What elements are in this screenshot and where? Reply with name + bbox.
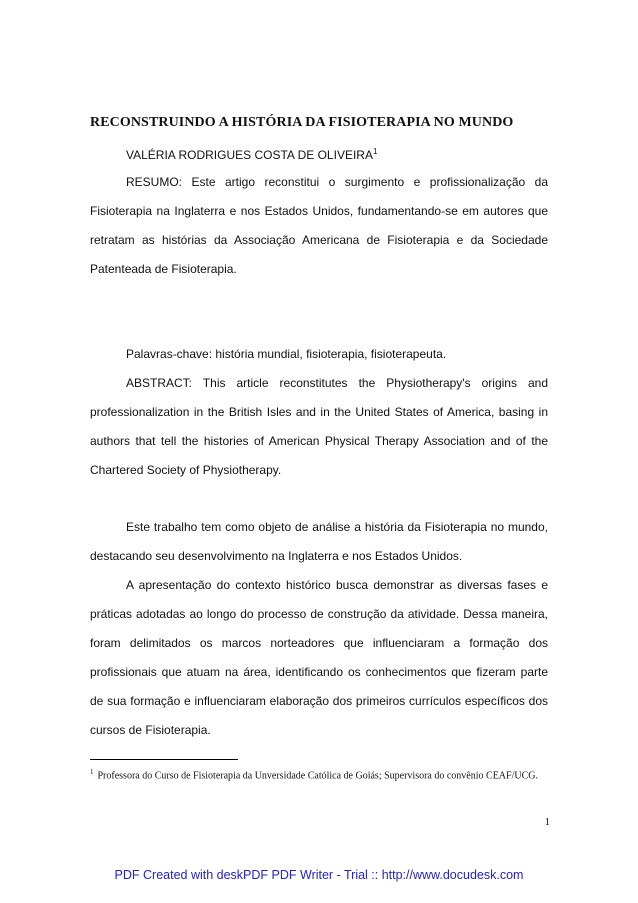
abstract-paragraph: ABSTRACT: This article reconstitutes the Physiotherapy's origins and professionalization in the British Isles and in the United States of America, basing in authors that tell the histories of American Physical Therapy Association and of the Chartered Society of Physiotherapy.: [90, 376, 548, 477]
context-paragraph: A apresentação do contexto histórico busca demonstrar as diversas fases e práticas adotadas ao longo do processo de construção da atividade. Dessa maneira, foram delimitados os marcos norteadores que influenciaram a formação dos profissionais que atuam na área, identificando os conhecimentos que fizeram parte de sua formação e influenciaram elaboração dos primeiros currículos específicos dos cursos de Fisioterapia.: [90, 578, 548, 737]
author-footnote-marker: 1: [372, 147, 378, 156]
footnote-divider: [90, 759, 238, 760]
footnote: [90, 765, 548, 783]
document-title: RECONSTRUINDO A HISTÓRIA DA FISIOTERAPIA NO MUNDO: [90, 115, 514, 130]
trial-watermark-banner: PDF Created with deskPDF PDF Writer - Trial :: http://www.docudesk.com: [114, 868, 524, 882]
page-number: 1: [544, 816, 550, 828]
author-name: VALÉRIA RODRIGUES COSTA DE OLIVEIRA: [126, 148, 373, 162]
resumo-paragraph: RESUMO: Este artigo reconstitui o surgimento e profissionalização da Fisioterapia na Inglaterra e nos Estados Unidos, fundamentando-se em autores que retratam as histórias da Associação Americana de Fisioterapia e da Sociedade Patenteada de Fisioterapia.: [90, 175, 548, 276]
author-line: [126, 147, 566, 162]
footnote-marker: 1: [90, 768, 94, 776]
footnote-text: Professora do Curso de Fisioterapia da Unversidade Católica de Goiás; Supervisora do convênio CEAF/UCG.: [97, 770, 538, 782]
intro-paragraph: Este trabalho tem como objeto de análise a história da Fisioterapia no mundo, destacando seu desenvolvimento na Inglaterra e nos Estados Unidos.: [90, 520, 548, 563]
keywords-paragraph: Palavras-chave: história mundial, fisioterapia, fisioterapeuta.: [126, 347, 447, 361]
